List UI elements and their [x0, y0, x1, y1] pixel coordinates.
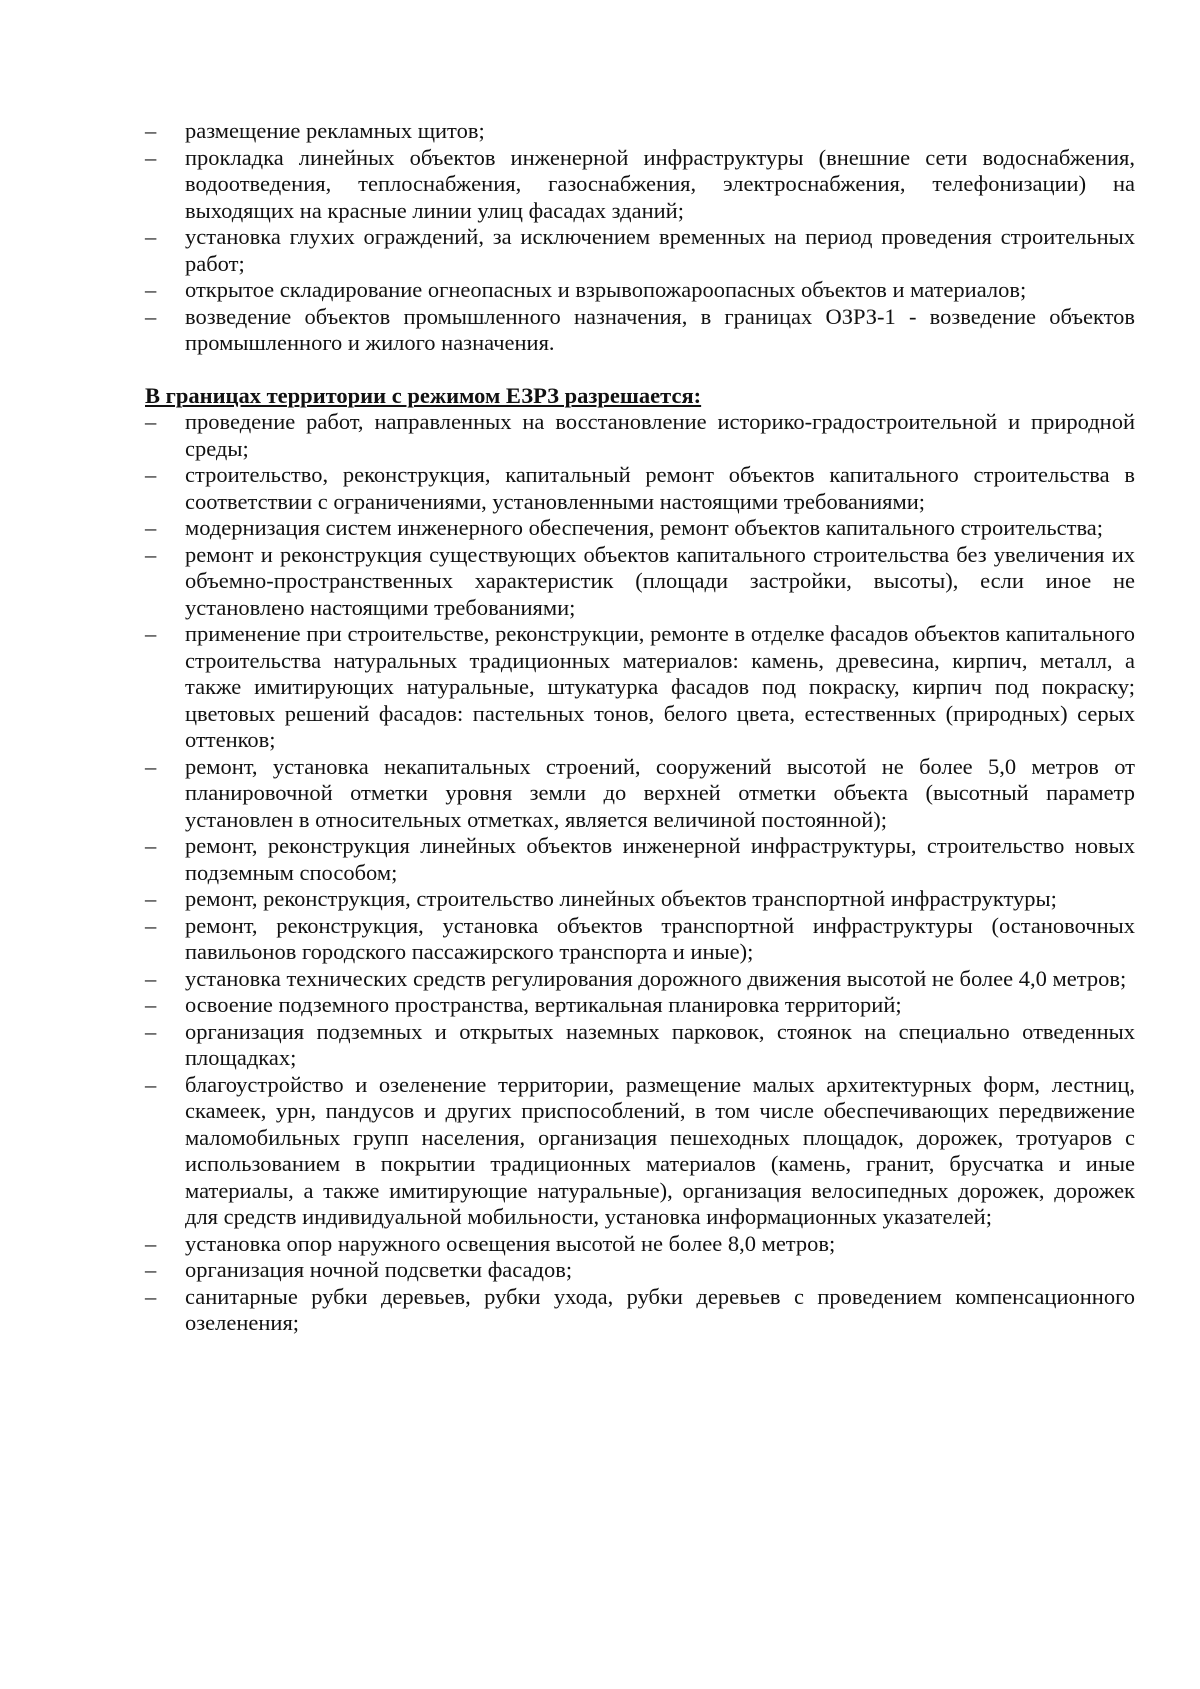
bullet-dash: –	[145, 753, 157, 779]
bullet-dash: –	[145, 409, 157, 434]
list-item	[145, 833, 1135, 886]
list-item-text: ремонт, реконструкция, строительство линейных объектов транспортной инфраструктуры;	[185, 886, 1057, 911]
bullet-dash: –	[145, 965, 157, 991]
list-item	[145, 304, 1135, 357]
bullet-dash: –	[145, 992, 157, 1017]
bullet-dash: –	[145, 118, 157, 143]
list-item	[145, 754, 1135, 834]
list-item-text: размещение рекламных щитов;	[185, 118, 485, 143]
list-item	[145, 1072, 1135, 1231]
list-item	[145, 886, 1135, 913]
list-item	[145, 1257, 1135, 1284]
list-item-text: организация подземных и открытых наземных парковок, стоянок на специально отведенных площадках;	[185, 1018, 1135, 1070]
list-item	[145, 992, 1135, 1019]
list-item-text: модернизация систем инженерного обеспечения, ремонт объектов капитального строительства;	[185, 515, 1104, 540]
list-item-text: освоение подземного пространства, вертикальная планировка территорий;	[185, 992, 902, 1017]
list-item-text: санитарные рубки деревьев, рубки ухода, рубки деревьев с проведением компенсационного озеленения;	[185, 1283, 1135, 1335]
list-item-text: благоустройство и озеленение территории, размещение малых архитектурных форм, лестниц, скамеек, урн, пандусов и других приспособлений, в том числе обеспечивающих передвижение маломобильных групп населения, организация пешеходных площадок, дорожек, тротуаров с использованием в покрытии традиционных материалов (камень, гранит, брусчатка и иные материалы, а также имитирующие натуральные), организация велосипедных дорожек, дорожек для средств индивидуальной мобильности, установка информационных указателей;	[185, 1071, 1135, 1229]
list-item	[145, 409, 1135, 462]
list-item	[145, 913, 1135, 966]
list-item-text: ремонт и реконструкция существующих объектов капитального строительства без увеличения их объемно-пространственных характеристик (площади застройки, высоты), если иное не установлено настоящими требованиями;	[185, 541, 1135, 620]
list-item	[145, 515, 1135, 542]
list-item	[145, 1019, 1135, 1072]
list-item-text: ремонт, реконструкция линейных объектов инженерной инфраструктуры, строительство новых подземным способом;	[185, 833, 1135, 885]
bullet-dash: –	[145, 886, 157, 911]
bullet-dash: –	[145, 1283, 157, 1309]
list-item	[145, 1284, 1135, 1337]
bullet-dash: –	[145, 833, 157, 858]
list-item	[145, 1231, 1135, 1258]
list-item	[145, 224, 1135, 277]
bullet-dash: –	[145, 541, 157, 567]
list-item-text: организация ночной подсветки фасадов;	[185, 1257, 573, 1282]
bullet-dash: –	[145, 303, 157, 329]
bullet-dash: –	[145, 621, 157, 646]
prohibited-list	[145, 118, 1135, 357]
list-item	[145, 621, 1135, 754]
bullet-dash: –	[145, 462, 157, 487]
list-item-text: установка глухих ограждений, за исключением временных на период проведения строительных работ;	[185, 224, 1135, 276]
document-page	[145, 118, 1135, 1337]
list-item	[145, 462, 1135, 515]
list-item-text: возведение объектов промышленного назначения, в границах ОЗРЗ-1 - возведение объектов промышленного и жилого назначения.	[185, 303, 1135, 355]
list-item	[145, 145, 1135, 225]
list-item	[145, 118, 1135, 145]
list-item-text: строительство, реконструкция, капитальный ремонт объектов капитального строительства в соответствии с ограничениями, установленными настоящими требованиями;	[185, 462, 1135, 514]
list-item-text: проведение работ, направленных на восстановление историко-градостроительной и природной среды;	[185, 409, 1135, 461]
bullet-dash: –	[145, 277, 157, 302]
list-item-text: открытое складирование огнеопасных и взрывопожароопасных объектов и материалов;	[185, 277, 1027, 302]
bullet-dash: –	[145, 144, 157, 170]
permitted-list	[145, 409, 1135, 1337]
list-item-text: установка опор наружного освещения высотой не более 8,0 метров;	[185, 1230, 836, 1256]
list-item	[145, 542, 1135, 622]
list-item	[145, 966, 1135, 993]
bullet-dash: –	[145, 224, 157, 249]
list-item-text: прокладка линейных объектов инженерной инфраструктуры (внешние сети водоснабжения, водоотведения, теплоснабжения, газоснабжения, электроснабжения, телефонизации) на выходящих на красные линии улиц фасадах зданий;	[185, 144, 1135, 223]
list-item-text: установка технических средств регулирования дорожного движения высотой не более 4,0 метров;	[185, 965, 1127, 991]
bullet-dash: –	[145, 1071, 157, 1097]
bullet-dash: –	[145, 1230, 157, 1256]
list-item	[145, 277, 1135, 304]
list-item-text: ремонт, установка некапитальных строений, сооружений высотой не более 5,0 метров от планировочной отметки уровня земли до верхней отметки объекта (высотный параметр установлен в относительных отметках, является величиной постоянной);	[185, 753, 1135, 832]
bullet-dash: –	[145, 912, 157, 938]
section-heading: В границах территории с режимом ЕЗРЗ разрешается:	[145, 382, 702, 408]
bullet-dash: –	[145, 1257, 157, 1282]
list-item-text: ремонт, реконструкция, установка объектов транспортной инфраструктуры (остановочных павильонов городского пассажирского транспорта и иные);	[185, 912, 1135, 964]
bullet-dash: –	[145, 1018, 157, 1044]
bullet-dash: –	[145, 515, 157, 540]
list-item-text: применение при строительстве, реконструкции, ремонте в отделке фасадов объектов капитального строительства натуральных традиционных материалов: камень, древесина, кирпич, металл, а также имитирующих натуральные, штукатурка фасадов под покраску, кирпич под покраску; цветовых решений фасадов: пастельных тонов, белого цвета, естественных (природных) серых оттенков;	[185, 621, 1135, 752]
